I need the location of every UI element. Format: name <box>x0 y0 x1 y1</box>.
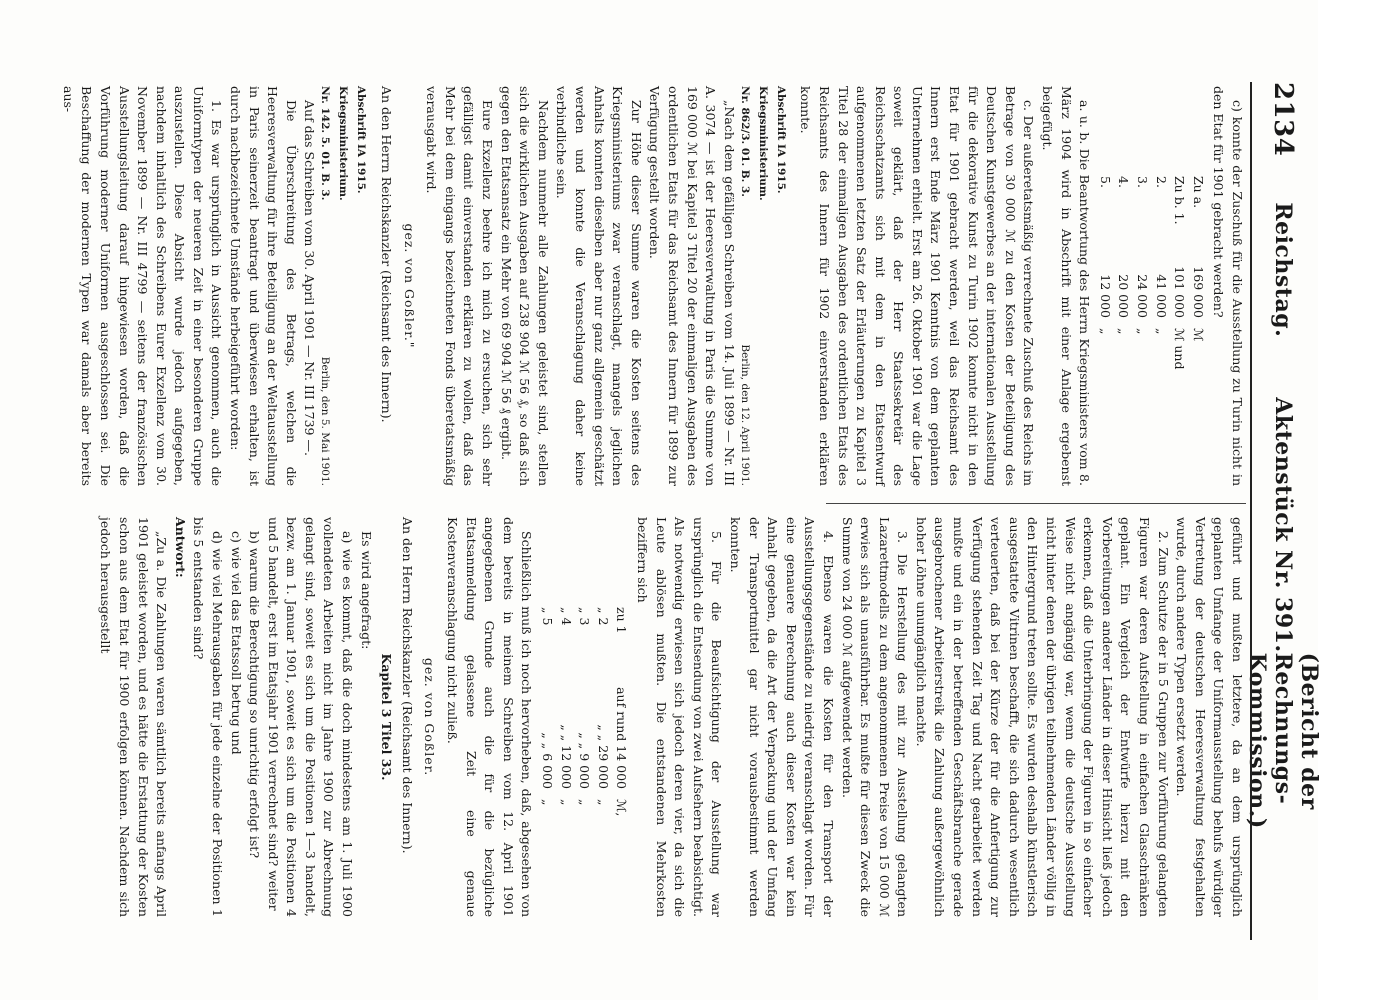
paragraph: 5. Für die Beaufsichtigung der Ausstellung war ursprünglich die Entsendung von zwei Aufsehern beabsichtigt. Als notwendig erwiesen sich jedoch deren vier, da sich die Leute ablösen mußten. Die entstandenen Mehrkosten beziffern sich <box>635 517 725 917</box>
header-rule <box>1250 82 1252 940</box>
document-number: Aktenstück Nr. 391. <box>1270 397 1296 653</box>
amount-row: zu 1 auf rund 14 000 ℳ, <box>614 607 630 817</box>
paragraph: Es wird angefragt: <box>358 531 374 650</box>
amount-row: „ 2 „ „ 29 000 „ <box>595 607 611 806</box>
paragraph: geführt und mußten letztere, da an dem ursprünglich geplanten Umfange der Uniformausstellung behufs würdiger Vertretung der deutschen Heeresverwaltung festgehalten wurde, durch andere Typen ersetzt werden. <box>1174 517 1245 917</box>
addressee: An den Herrn Reichskanzler (Reichsamt des Innern). <box>379 86 395 423</box>
chapter-heading: Kapitel 3 Titel 33. <box>379 653 395 781</box>
question-c: c) konnte der Zuschuß für die Ausstellung zu Turin nicht in den Etat für 1901 gebracht werden? <box>1211 86 1245 486</box>
paragraph: Schließlich muß ich noch hervorheben, daß, abgesehen von dem bereits in meinem Schreiben vom 12. April 1901 angegebenen Grunde auch die für die bezügliche Etatsanmeldung gelassene Zeit eine genaue Kostenveranschlagung nicht zuließ. <box>445 517 535 917</box>
signature: gez. von Goßler." <box>401 223 417 349</box>
question-a: a) wie es kommt, daß die doch mindestens am 1. Juli 1900 vollendeten Arbeiten nicht im Jahre 1900 zur Abrechnung gelangt sind, soweit es sich um die Positionen 1—3 handelt, bezw. am 1. Januar 1901, soweit es sich um die Positionen 4 und 5 handelt, erst im Etatsjahr 1901 verrechnet sind? weiter <box>265 517 356 917</box>
running-head <box>1244 82 1322 940</box>
file-stamp: Abschrift IA 1915. <box>355 86 368 194</box>
paragraph: c. Der außeretatsmäßig verrechnete Zuschuß des Reichs im Betrage von 30 000 ℳ zu den Kosten der Beteiligung des Deutschen Kunstgewerbes an der internationalen Ausstellung für die dekorative Kunst zu Turin 1902 konnte nicht in den Etat für 1901 gebracht werden, weil das Reichsamt des Innern erst Ende März 1901 Kenntnis von dem geplanten Unternehmen erhielt. Erst am 26. Oktober 1901 war die Lage soweit geklärt, daß der Herr Staatssekretär des Reichsschatzamts sich mit dem in den Etatsentwurf aufgenommenen letzten Satz der Erläuterungen zu Kapitel 3 Titel 28 der einmaligen Ausgaben des ordentlichen Etats des Reichsamts des Innern für 1902 einverstanden erklären konnte. <box>798 86 1037 486</box>
amount-row: 4. 20 000 „ <box>1116 176 1132 335</box>
amount-row: Zu b. 1. 101 000 ℳ und <box>1172 176 1188 370</box>
left-column <box>58 86 1246 486</box>
reference-number: Nr. 142. 5. 01. B. 3. <box>319 86 332 201</box>
paragraph: Auf das Schreiben vom 30. April 1901 — Nr. III 1739 —. <box>302 100 318 456</box>
amount-row: 5. 12 000 „ <box>1097 176 1113 335</box>
paragraph: „Nach dem gefälligen Schreiben vom 14. Juli 1899 — Nr. III A. 3074 — ist der Heeresverwaltung in Paris die Summe von 169 000 ℳ bei Kapitel 3 Titel 20 der einmaligen Ausgaben des ordentlichen Etats für das Reichsamt des Innern für 1899 zur Verfügung gestellt worden. <box>647 86 737 486</box>
amount-row: „ 3 „ „ 9 000 „ <box>577 607 593 806</box>
amounts-list-left <box>1095 176 1207 486</box>
right-column <box>96 517 1246 917</box>
reference-number: Nr. 862/3. 01. B. 3. <box>738 86 751 197</box>
paragraph: Eure Exzellenz beehre ich mich zu ersuchen, sich sehr gefälligst damit einverstanden erklären zu wollen, daß das Mehr bei dem eingangs bezeichneten Fonds überetatsmäßig verausgabt wird. <box>424 86 496 486</box>
letter-date: Berlin, den 12. April 1901. <box>738 344 751 486</box>
answer-label: Antwort: <box>172 517 188 578</box>
letter-date: Berlin, den 5. Mai 1901. <box>319 356 332 486</box>
ministry-label: Kriegsministerium. <box>756 86 769 201</box>
answer-text: „Zu a. Die Zahlungen waren sämtlich bereits anfangs April 1901 geleistet worden, und es hätte die Erstattung der Kosten schon aus dem Etat für 1900 erfolgen können. Nachdem sich jedoch herausgestellt <box>98 517 170 917</box>
amount-row: 3. 24 000 „ <box>1135 176 1151 335</box>
paragraph: 4. Ebenso waren die Kosten für den Transport der Ausstellungsgegenstände zu niedrig veranschlagt worden. Für eine genauere Berechnung auch dieser Kosten war kein Anhalt gegeben, da die Art der Verpackung und der Umfang der Transportmittel gar nicht vorausbestimmt werden konnten. <box>727 517 836 917</box>
amount-row: Zu a. 169 000 ℳ <box>1190 176 1206 342</box>
file-stamp: Abschrift IA 1915. <box>774 86 787 194</box>
paragraph: Nachdem nunmehr alle Zahlungen geleistet sind, stellen sich die wirklichen Ausgaben auf 238 904 ℳ 56 ₰, so daß sich gegen den Etatsansatz ein Mehr von 69 904 ℳ 56 ₰ ergibt. <box>498 86 551 486</box>
paragraph: 1. Es war ursprünglich in Aussicht genommen, auch die Uniformtypen der neueren Zeit in einer besonderen Gruppe auszustellen. Diese Absicht wurde jedoch aufgegeben, nachdem inhaltlich des Schreibens Eurer Exzellenz vom 30. November 1899 — Nr. III 4799 — seitens der französischen Ausstellungsleitung darauf hingewiesen worden, daß die Vorführung moderner Uniformen ausgeschlossen sei. Die Beschaffung der modernen Typen war damals aber bereits aus- <box>60 86 225 486</box>
paragraph: 2. Zum Schutze der in 5 Gruppen zur Vorführung gelangten Figuren war deren Aufstellung in einfachen Glasschränken geplant. Ein Vergleich der Entwürfe hierzu mit den Vorbereitungen anderer Länder in dieser Hinsicht ließ jedoch erkennen, daß die Unterbringung der Figuren in so einfacher Weise nicht angängig war, wenn die deutsche Ausstellung nicht hinter denen der übrigen teilnehmenden Länder völlig in den Hintergrund treten sollte. Es wurden deshalb künstlerisch ausgestattete Vitrinen beschafft, die sich dadurch wesentlich verteuerten, daß bei der Kürze der für die Anfertigung zur Verfügung stehenden Zeit Tag und Nacht gearbeitet werden mußte und ein in der betreffenden Geschäftsbranche gerade ausgebrochener Arbeiterstreik die Zahlung außergewöhnlich hoher Löhne unumgänglich machte. <box>913 517 1171 917</box>
paragraph: 3. Die Herstellung des mit zur Ausstellung gelangten Lazarettmodells zu dem angenommenen Preise von 15 000 ℳ erwies sich als unausführbar. Es mußte für diesen Zweck die Summe von 24 000 ℳ aufgewendet werden. <box>839 517 911 917</box>
paragraph: Zur Höhe dieser Summe waren die Kosten seitens des Kriegsministeriums zwar veranschlagt, mangels jeglichen Anhalts konnten dieselben aber nur ganz allgemein geschätzt werden und konnte die Veranschlagung daher keine verbindliche sein. <box>554 86 644 486</box>
question-c: c) wie viel das Etatssoll betrug und <box>228 531 244 755</box>
paragraph: Die Überschreitung des Betrags, welchen die Heeresverwaltung für ihre Beteiligung an der Weltausstellung in Paris seinerzeit beantragt und überwiesen erhalten, ist durch nachbezeichnete Umstände herbeigeführt worden: <box>228 86 299 486</box>
section-title: Reichstag. <box>1270 202 1296 338</box>
ministry-label: Kriegsministerium. <box>337 86 350 201</box>
paragraph: a. u. b. Die Beantwortung des Herrn Kriegsministers vom 8. März 1904 wird in Abschrift mit einer Anlage ergebenst beigefügt. <box>1040 86 1093 486</box>
signature: gez. von Goßler. <box>422 657 438 777</box>
amount-row: „ 4 „ „ 12 000 „ <box>558 607 574 806</box>
column-divider <box>826 503 1246 504</box>
document-topic: (Bericht der Rechnungs-Kommission.) <box>1244 652 1322 829</box>
page-number: 2134 <box>1268 82 1298 157</box>
amount-row: „ 5 „ „ 6 000 „ <box>540 607 556 806</box>
question-b: b) warum die Berechtigung so unrichtig erfolgt ist? <box>247 531 263 859</box>
amounts-list-right <box>537 607 630 917</box>
amount-row: 2. 41 000 „ <box>1153 176 1169 335</box>
question-d: d) wie viel Mehrausgaben für jede einzelne der Positionen 1 bis 5 entstanden sind? <box>191 517 225 917</box>
addressee: An den Herrn Reichskanzler (Reichsamt des Innern). <box>399 517 415 854</box>
